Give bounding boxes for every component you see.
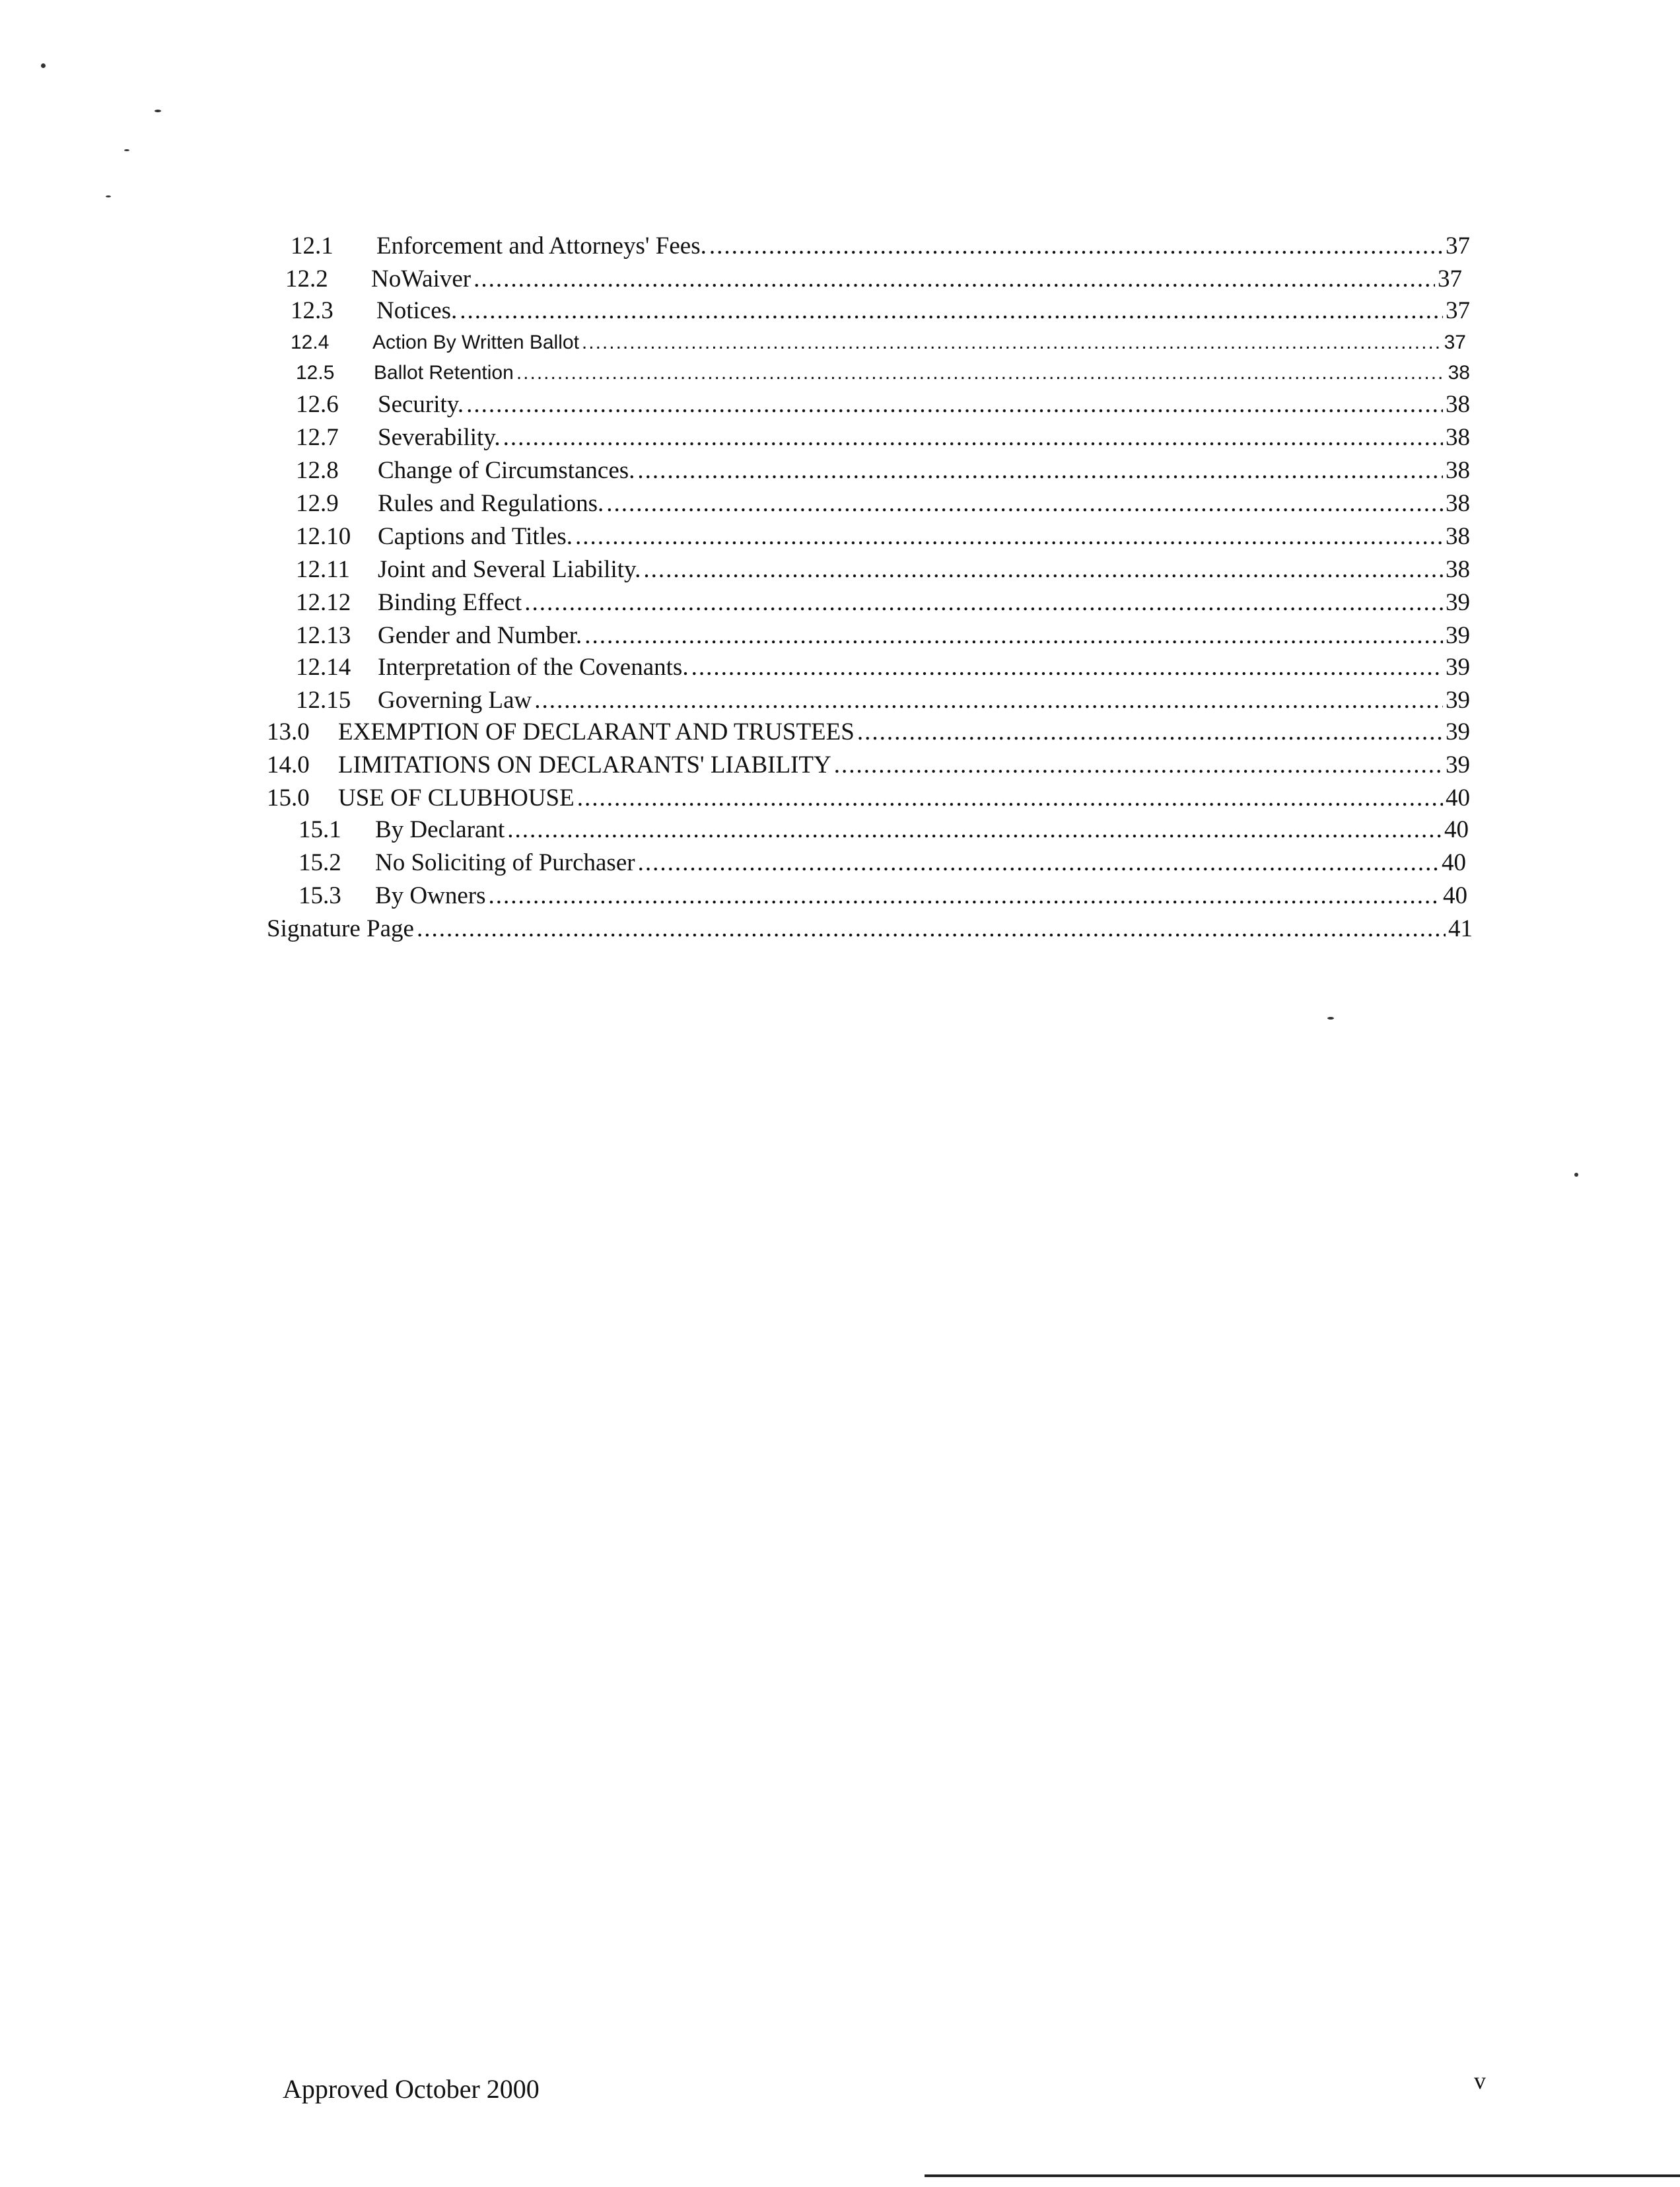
approved-date: Approved October 2000: [283, 2074, 540, 2104]
dot-leader: [460, 295, 1443, 328]
scan-speck: [106, 195, 111, 197]
toc-entry-page: 40: [1442, 849, 1466, 876]
toc-entry-page: 38: [1446, 391, 1470, 418]
toc-entry-14-0: [267, 749, 1470, 782]
toc-entry-page: 39: [1446, 654, 1470, 681]
toc-entry-page: 39: [1446, 589, 1470, 616]
toc-entry-number: 12.11: [296, 556, 350, 583]
toc-entry-title: Ballot Retention: [374, 362, 514, 384]
toc-entry-title: By Declarant: [375, 816, 505, 843]
toc-entry-12-11: [296, 553, 1470, 586]
toc-entry-12-12: [296, 586, 1470, 619]
toc-entry-page: 37: [1446, 232, 1470, 260]
toc-entry-page: 38: [1446, 523, 1470, 550]
toc-entry-number: 12.1: [291, 232, 333, 260]
toc-entry-page: 40: [1443, 882, 1467, 909]
dot-leader: [417, 913, 1446, 946]
dot-leader: [584, 619, 1443, 652]
dot-leader: [643, 553, 1443, 586]
dot-leader: [582, 326, 1442, 359]
dot-leader: [466, 388, 1443, 421]
toc-entry-15-0: [267, 782, 1470, 815]
toc-entry-number: 12.12: [296, 589, 351, 616]
toc-entry-number: 14.0: [267, 751, 310, 779]
dot-leader: [638, 847, 1439, 880]
toc-entry-title: Interpretation of the Covenants.: [378, 654, 689, 681]
toc-entry-12-6: [296, 388, 1470, 421]
toc-entry-page: 39: [1446, 751, 1470, 779]
toc-entry-number: 12.5: [296, 362, 335, 384]
toc-entry-number: 12.14: [296, 654, 351, 681]
toc-entry-number: 15.3: [298, 882, 341, 909]
dot-leader: [691, 651, 1443, 684]
toc-entry-title: Governing Law: [378, 687, 532, 714]
toc-entry-page: 39: [1446, 718, 1470, 746]
scan-speck: [41, 63, 46, 68]
toc-entry-page: 38: [1446, 457, 1470, 484]
toc-entry-page: 41: [1448, 915, 1473, 942]
toc-entry-12-10: [296, 520, 1470, 553]
toc-entry-title: Action By Written Ballot: [372, 331, 579, 353]
toc-entry-title: NoWaiver: [371, 265, 472, 293]
toc-entry-title: Gender and Number.: [378, 622, 582, 649]
toc-entry-12-3: [291, 295, 1470, 328]
toc-entry-page: 37: [1444, 331, 1466, 353]
toc-entry-page: 38: [1446, 490, 1470, 517]
toc-entry-15-3: [298, 880, 1467, 913]
dot-leader: [516, 357, 1446, 390]
toc-entry-number: 13.0: [267, 718, 310, 746]
toc-entry-title: Security.: [378, 391, 464, 418]
toc-entry-title: Rules and Regulations.: [378, 490, 604, 517]
dot-leader: [534, 684, 1443, 717]
scan-speck: [1574, 1173, 1578, 1177]
toc-entry-title: Captions and Titles.: [378, 523, 573, 550]
toc-entry-page: 38: [1446, 556, 1470, 583]
dot-leader: [709, 230, 1443, 263]
toc-entry-page: 37: [1446, 297, 1470, 324]
toc-entry-page: 37: [1438, 265, 1462, 293]
toc-entry-title: Joint and Several Liability.: [378, 556, 641, 583]
toc-entry-13-0: [267, 716, 1470, 749]
toc-entry-12-1: [291, 230, 1470, 263]
toc-entry-number: 12.8: [296, 457, 339, 484]
toc-entry-number: 12.9: [296, 490, 339, 517]
toc-entry-number: 12.4: [291, 331, 330, 353]
dot-leader: [857, 716, 1443, 749]
toc-entry-page: 38: [1448, 362, 1470, 384]
toc-entry-title: Notices.: [376, 297, 458, 324]
dot-leader: [834, 749, 1443, 782]
scan-speck: [1327, 1017, 1334, 1020]
toc-entry-page: 38: [1446, 424, 1470, 451]
toc-entry-15-2: [298, 847, 1466, 880]
toc-entry-15-1: [298, 814, 1469, 847]
toc-entry-number: 12.7: [296, 424, 339, 451]
toc-entry-number: 12.15: [296, 687, 351, 714]
toc-entry-number: 12.13: [296, 622, 351, 649]
toc-entry-12-9: [296, 487, 1470, 520]
scan-edge-rule: [925, 2174, 1680, 2177]
toc-entry-12-5: [296, 357, 1470, 390]
toc-entry-number: 12.6: [296, 391, 339, 418]
toc-entry-12-2: [285, 263, 1462, 296]
toc-entry-12-13: [296, 619, 1470, 652]
toc-entry-12-14: [296, 651, 1470, 684]
scan-speck: [124, 149, 129, 151]
dot-leader: [637, 454, 1443, 487]
dot-leader: [489, 880, 1440, 913]
toc-entry-title: Enforcement and Attorneys' Fees.: [376, 232, 707, 260]
toc-entry-number: 15.1: [298, 816, 341, 843]
toc-entry-title: Signature Page: [267, 915, 414, 942]
toc-entry-title: LIMITATIONS ON DECLARANTS' LIABILITY: [338, 751, 831, 779]
toc-entry-page: 40: [1444, 816, 1469, 843]
dot-leader: [577, 782, 1443, 815]
toc-entry-12-4: [291, 326, 1466, 359]
toc-entry-title: No Soliciting of Purchaser: [375, 849, 635, 876]
page-number: v: [1474, 2067, 1486, 2094]
toc-entry-12-8: [296, 454, 1470, 487]
dot-leader: [575, 520, 1443, 553]
dot-leader: [507, 814, 1442, 847]
toc-entry-number: 12.3: [291, 297, 333, 324]
dot-leader: [606, 487, 1443, 520]
toc-entry-number: 15.0: [267, 784, 310, 812]
toc-entry-number: 12.2: [285, 265, 328, 293]
toc-entry-12-15: [296, 684, 1470, 717]
toc-entry-title: By Owners: [375, 882, 486, 909]
toc-entry-title: USE OF CLUBHOUSE: [338, 784, 575, 812]
toc-entry-number: 15.2: [298, 849, 341, 876]
dot-leader: [524, 586, 1443, 619]
toc-entry-12-7: [296, 421, 1470, 454]
toc-entry-page: 40: [1446, 784, 1470, 812]
toc-entry-signature-page: [267, 913, 1473, 946]
toc-entry-title: Binding Effect: [378, 589, 522, 616]
toc-entry-title: Severability.: [378, 424, 501, 451]
scan-speck: [155, 110, 161, 112]
toc-entry-title: Change of Circumstances.: [378, 457, 635, 484]
toc-entry-page: 39: [1446, 687, 1470, 714]
toc-entry-number: 12.10: [296, 523, 351, 550]
toc-entry-title: EXEMPTION OF DECLARANT AND TRUSTEES: [338, 718, 855, 746]
dot-leader: [473, 263, 1435, 296]
toc-entry-page: 39: [1446, 622, 1470, 649]
dot-leader: [503, 421, 1443, 454]
